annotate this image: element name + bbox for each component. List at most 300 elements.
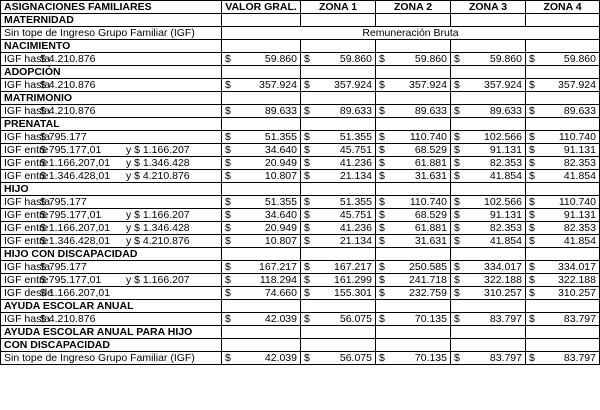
amount: 42.039 (264, 313, 297, 325)
section-title-row (1, 248, 600, 261)
currency-symbol: $ (304, 313, 310, 325)
label-condition: IGF hasta (4, 79, 51, 91)
empty-cell (376, 183, 451, 196)
value-cell-zona-3 (451, 144, 526, 157)
amount: 91.131 (489, 209, 522, 221)
empty-cell (526, 14, 600, 27)
empty-cell (301, 300, 376, 313)
value-cell-valor-gral (222, 352, 301, 365)
currency-symbol: $ (379, 352, 385, 364)
value-cell-zona-4 (526, 274, 600, 287)
value-cell-zona-2 (376, 235, 451, 248)
empty-cell (451, 92, 526, 105)
amount: 41.236 (339, 222, 372, 234)
amount: 357.924 (558, 79, 596, 91)
section-title-row (1, 66, 600, 79)
row-label (1, 157, 222, 170)
value-cell-valor-gral (222, 79, 301, 92)
label-condition: IGF entre (4, 235, 49, 247)
table-row (1, 131, 600, 144)
currency-symbol: $ (225, 274, 231, 286)
amount: 70.135 (414, 313, 447, 325)
amount: 31.631 (414, 170, 447, 182)
value-cell-zona-1 (301, 261, 376, 274)
table-row (1, 105, 600, 118)
currency-symbol: $ (379, 313, 385, 325)
value-cell-zona-2 (376, 105, 451, 118)
section-title: ADOPCIÓN (1, 66, 222, 79)
value-cell-zona-1 (301, 79, 376, 92)
amount: 110.740 (409, 196, 447, 208)
amount: 41.854 (489, 235, 522, 247)
empty-cell (526, 339, 600, 352)
amount: 250.585 (409, 261, 447, 273)
amount: 232.759 (409, 287, 447, 299)
currency-symbol: $ (379, 144, 385, 156)
currency-symbol: $ (304, 53, 310, 65)
header-zona-1: ZONA 1 (301, 1, 376, 14)
amount: 51.355 (339, 196, 372, 208)
section-title: PRENATAL (1, 118, 222, 131)
empty-cell (301, 14, 376, 27)
row-label (1, 131, 222, 144)
value-cell-valor-gral (222, 144, 301, 157)
amount: 82.353 (489, 157, 522, 169)
amount: 161.299 (334, 274, 372, 286)
amount: 74.660 (264, 287, 297, 299)
value-cell-zona-4 (526, 235, 600, 248)
section-title-row (1, 339, 600, 352)
value-cell-zona-4 (526, 105, 600, 118)
value-cell-zona-3 (451, 261, 526, 274)
row-label (1, 53, 222, 66)
currency-symbol: $ (529, 261, 535, 273)
label-amount: $ 795.177 (40, 196, 87, 208)
amount: 89.633 (563, 105, 596, 117)
currency-symbol: $ (454, 209, 460, 221)
empty-cell (376, 326, 451, 339)
value-cell-zona-1 (301, 105, 376, 118)
label-upper-bound: y $ 1.166.207 (126, 144, 190, 156)
currency-symbol: $ (379, 222, 385, 234)
currency-symbol: $ (225, 209, 231, 221)
table-row (1, 157, 600, 170)
currency-symbol: $ (379, 53, 385, 65)
amount: 45.751 (339, 209, 372, 221)
empty-cell (222, 92, 301, 105)
currency-symbol: $ (225, 261, 231, 273)
amount: 357.924 (334, 79, 372, 91)
value-cell-zona-2 (376, 261, 451, 274)
amount: 41.854 (563, 170, 596, 182)
amount: 83.797 (563, 313, 596, 325)
value-cell-zona-4 (526, 261, 600, 274)
empty-cell (301, 183, 376, 196)
amount: 322.188 (484, 274, 522, 286)
empty-cell (376, 339, 451, 352)
empty-cell (301, 118, 376, 131)
row-label (1, 79, 222, 92)
currency-symbol: $ (454, 170, 460, 182)
currency-symbol: $ (454, 222, 460, 234)
value-cell-valor-gral (222, 196, 301, 209)
currency-symbol: $ (225, 79, 231, 91)
value-cell-zona-1 (301, 209, 376, 222)
currency-symbol: $ (454, 105, 460, 117)
currency-symbol: $ (304, 222, 310, 234)
currency-symbol: $ (529, 53, 535, 65)
amount: 56.075 (339, 352, 372, 364)
table-row (1, 235, 600, 248)
amount: 61.881 (414, 222, 447, 234)
row-label (1, 170, 222, 183)
header-zona-4: ZONA 4 (526, 1, 600, 14)
currency-symbol: $ (304, 170, 310, 182)
currency-symbol: $ (454, 313, 460, 325)
table-row (1, 79, 600, 92)
amount: 241.718 (409, 274, 447, 286)
section-title: MATRIMONIO (1, 92, 222, 105)
table-row (1, 209, 600, 222)
currency-symbol: $ (454, 235, 460, 247)
empty-cell (526, 92, 600, 105)
label-upper-bound: y $ 4.210.876 (126, 170, 190, 182)
currency-symbol: $ (454, 144, 460, 156)
empty-cell (451, 66, 526, 79)
currency-symbol: $ (529, 105, 535, 117)
currency-symbol: $ (529, 196, 535, 208)
label-amount: $ 1.346.428,01 (40, 170, 111, 182)
amount: 68.529 (414, 144, 447, 156)
amount: 89.633 (489, 105, 522, 117)
amount: 357.924 (484, 79, 522, 91)
currency-symbol: $ (529, 235, 535, 247)
empty-cell (451, 339, 526, 352)
label-upper-bound: y $ 1.166.207 (126, 209, 190, 221)
value-cell-zona-3 (451, 235, 526, 248)
label-amount: $ 1.166.207,01 (40, 157, 111, 169)
amount: 89.633 (414, 105, 447, 117)
currency-symbol: $ (529, 170, 535, 182)
amount: 89.633 (264, 105, 297, 117)
amount: 91.131 (563, 209, 596, 221)
currency-symbol: $ (304, 352, 310, 364)
amount: 357.924 (259, 79, 297, 91)
label-amount: $ 795.177 (40, 261, 87, 273)
currency-symbol: $ (529, 209, 535, 221)
amount: 83.797 (563, 352, 596, 364)
amount: 20.949 (264, 222, 297, 234)
value-cell-zona-1 (301, 196, 376, 209)
amount: 59.860 (414, 53, 447, 65)
value-cell-zona-2 (376, 131, 451, 144)
empty-cell (376, 66, 451, 79)
currency-symbol: $ (225, 131, 231, 143)
value-cell-zona-4 (526, 352, 600, 365)
value-cell-zona-2 (376, 170, 451, 183)
amount: 10.807 (264, 235, 297, 247)
currency-symbol: $ (225, 235, 231, 247)
amount: 310.257 (558, 287, 596, 299)
row-label (1, 209, 222, 222)
value-cell-zona-1 (301, 352, 376, 365)
amount: 51.355 (264, 196, 297, 208)
value-cell-valor-gral (222, 170, 301, 183)
value-cell-valor-gral (222, 313, 301, 326)
table-row (1, 352, 600, 365)
currency-symbol: $ (379, 105, 385, 117)
amount: 334.017 (558, 261, 596, 273)
amount: 82.353 (563, 222, 596, 234)
currency-symbol: $ (225, 157, 231, 169)
amount: 42.039 (264, 352, 297, 364)
value-cell-zona-2 (376, 287, 451, 300)
value-cell-zona-1 (301, 313, 376, 326)
empty-cell (526, 326, 600, 339)
amount: 41.854 (489, 170, 522, 182)
amount: 102.566 (484, 131, 522, 143)
currency-symbol: $ (529, 274, 535, 286)
section-title-row (1, 183, 600, 196)
amount: 68.529 (414, 209, 447, 221)
label-upper-bound: y $ 4.210.876 (126, 235, 190, 247)
currency-symbol: $ (379, 79, 385, 91)
currency-symbol: $ (454, 274, 460, 286)
currency-symbol: $ (529, 287, 535, 299)
empty-cell (376, 92, 451, 105)
amount: 91.131 (563, 144, 596, 156)
table-row (1, 313, 600, 326)
value-cell-zona-3 (451, 209, 526, 222)
row-label (1, 313, 222, 326)
amount: 357.924 (409, 79, 447, 91)
currency-symbol: $ (225, 144, 231, 156)
amount: 322.188 (558, 274, 596, 286)
value-cell-valor-gral (222, 274, 301, 287)
currency-symbol: $ (379, 196, 385, 208)
value-cell-valor-gral (222, 209, 301, 222)
row-label: Sin tope de Ingreso Grupo Familiar (IGF) (1, 352, 222, 365)
empty-cell (222, 14, 301, 27)
row-label (1, 196, 222, 209)
section-title: CON DISCAPACIDAD (1, 339, 222, 352)
empty-cell (222, 118, 301, 131)
merged-value-cell: Remuneración Bruta (222, 27, 600, 40)
value-cell-zona-4 (526, 53, 600, 66)
currency-symbol: $ (379, 261, 385, 273)
value-cell-zona-1 (301, 157, 376, 170)
value-cell-zona-3 (451, 287, 526, 300)
header-asignaciones: ASIGNACIONES FAMILIARES (1, 1, 222, 14)
amount: 167.217 (334, 261, 372, 273)
label-condition: IGF hasta (4, 196, 51, 208)
amount: 20.949 (264, 157, 297, 169)
value-cell-valor-gral (222, 131, 301, 144)
empty-cell (451, 300, 526, 313)
currency-symbol: $ (304, 157, 310, 169)
currency-symbol: $ (379, 274, 385, 286)
currency-symbol: $ (454, 287, 460, 299)
label-amount: $ 4.210.876 (40, 313, 96, 325)
label-condition: IGF hasta (4, 261, 51, 273)
empty-cell (222, 40, 301, 53)
currency-symbol: $ (529, 313, 535, 325)
amount: 91.131 (489, 144, 522, 156)
value-cell-zona-2 (376, 79, 451, 92)
table-row (1, 27, 600, 40)
amount: 334.017 (484, 261, 522, 273)
currency-symbol: $ (379, 170, 385, 182)
row-label (1, 261, 222, 274)
row-label: Sin tope de Ingreso Grupo Familiar (IGF) (1, 27, 222, 40)
value-cell-zona-2 (376, 313, 451, 326)
label-amount: $ 4.210.876 (40, 53, 96, 65)
empty-cell (376, 248, 451, 261)
row-label (1, 105, 222, 118)
currency-symbol: $ (379, 287, 385, 299)
currency-symbol: $ (529, 79, 535, 91)
section-title-row (1, 326, 600, 339)
value-cell-zona-2 (376, 196, 451, 209)
section-title: MATERNIDAD (1, 14, 222, 27)
label-condition: IGF entre (4, 144, 49, 156)
value-cell-zona-3 (451, 222, 526, 235)
empty-cell (451, 183, 526, 196)
amount: 310.257 (484, 287, 522, 299)
amount: 110.740 (409, 131, 447, 143)
empty-cell (222, 339, 301, 352)
label-condition: IGF desde (4, 287, 54, 299)
label-amount: $ 1.166.207,01 (40, 287, 111, 299)
label-upper-bound: y $ 1.346.428 (126, 157, 190, 169)
empty-cell (376, 40, 451, 53)
currency-symbol: $ (454, 352, 460, 364)
currency-symbol: $ (304, 287, 310, 299)
amount: 155.301 (334, 287, 372, 299)
empty-cell (451, 248, 526, 261)
currency-symbol: $ (304, 274, 310, 286)
value-cell-valor-gral (222, 222, 301, 235)
header-valor-gral: VALOR GRAL. (222, 1, 301, 14)
section-title: NACIMIENTO (1, 40, 222, 53)
value-cell-zona-3 (451, 105, 526, 118)
table-row (1, 170, 600, 183)
value-cell-zona-3 (451, 157, 526, 170)
amount: 167.217 (259, 261, 297, 273)
value-cell-zona-1 (301, 131, 376, 144)
currency-symbol: $ (529, 131, 535, 143)
currency-symbol: $ (454, 79, 460, 91)
value-cell-zona-1 (301, 222, 376, 235)
section-title: HIJO (1, 183, 222, 196)
value-cell-valor-gral (222, 261, 301, 274)
table-row (1, 222, 600, 235)
header-zona-3: ZONA 3 (451, 1, 526, 14)
value-cell-zona-1 (301, 170, 376, 183)
amount: 70.135 (414, 352, 447, 364)
currency-symbol: $ (304, 235, 310, 247)
label-condition: IGF entre (4, 274, 49, 286)
value-cell-zona-3 (451, 131, 526, 144)
label-condition: IGF hasta (4, 131, 51, 143)
currency-symbol: $ (225, 352, 231, 364)
value-cell-zona-4 (526, 287, 600, 300)
currency-symbol: $ (529, 222, 535, 234)
amount: 110.740 (558, 131, 596, 143)
currency-symbol: $ (304, 209, 310, 221)
currency-symbol: $ (529, 157, 535, 169)
amount: 118.294 (259, 274, 297, 286)
value-cell-zona-2 (376, 222, 451, 235)
table-row (1, 261, 600, 274)
value-cell-zona-1 (301, 287, 376, 300)
empty-cell (451, 40, 526, 53)
amount: 45.751 (339, 144, 372, 156)
amount: 41.854 (563, 235, 596, 247)
label-amount: $ 795.177,01 (40, 144, 102, 156)
value-cell-zona-1 (301, 144, 376, 157)
currency-symbol: $ (304, 261, 310, 273)
table-body (1, 14, 600, 365)
currency-symbol: $ (225, 313, 231, 325)
amount: 59.860 (339, 53, 372, 65)
empty-cell (301, 326, 376, 339)
value-cell-zona-4 (526, 157, 600, 170)
empty-cell (301, 339, 376, 352)
empty-cell (526, 118, 600, 131)
amount: 31.631 (414, 235, 447, 247)
header-row (1, 1, 600, 14)
value-cell-zona-2 (376, 157, 451, 170)
empty-cell (526, 248, 600, 261)
currency-symbol: $ (225, 196, 231, 208)
label-amount: $ 1.346.428,01 (40, 235, 111, 247)
label-condition: IGF entre (4, 157, 49, 169)
label-amount: $ 4.210.876 (40, 79, 96, 91)
label-condition: IGF entre (4, 222, 49, 234)
currency-symbol: $ (225, 287, 231, 299)
currency-symbol: $ (225, 222, 231, 234)
label-condition: IGF hasta (4, 105, 51, 117)
amount: 10.807 (264, 170, 297, 182)
currency-symbol: $ (379, 209, 385, 221)
currency-symbol: $ (454, 261, 460, 273)
empty-cell (222, 300, 301, 313)
amount: 34.640 (264, 209, 297, 221)
value-cell-zona-1 (301, 53, 376, 66)
empty-cell (526, 300, 600, 313)
label-amount: $ 4.210.876 (40, 105, 96, 117)
empty-cell (301, 40, 376, 53)
value-cell-zona-3 (451, 196, 526, 209)
empty-cell (451, 326, 526, 339)
empty-cell (222, 326, 301, 339)
currency-symbol: $ (454, 53, 460, 65)
value-cell-zona-4 (526, 196, 600, 209)
amount: 82.353 (563, 157, 596, 169)
value-cell-zona-2 (376, 352, 451, 365)
value-cell-zona-3 (451, 170, 526, 183)
table-row (1, 274, 600, 287)
currency-symbol: $ (379, 157, 385, 169)
currency-symbol: $ (225, 170, 231, 182)
label-condition: IGF entre (4, 170, 49, 182)
value-cell-zona-2 (376, 144, 451, 157)
amount: 59.860 (489, 53, 522, 65)
section-title-row (1, 40, 600, 53)
amount: 83.797 (489, 352, 522, 364)
amount: 51.355 (264, 131, 297, 143)
